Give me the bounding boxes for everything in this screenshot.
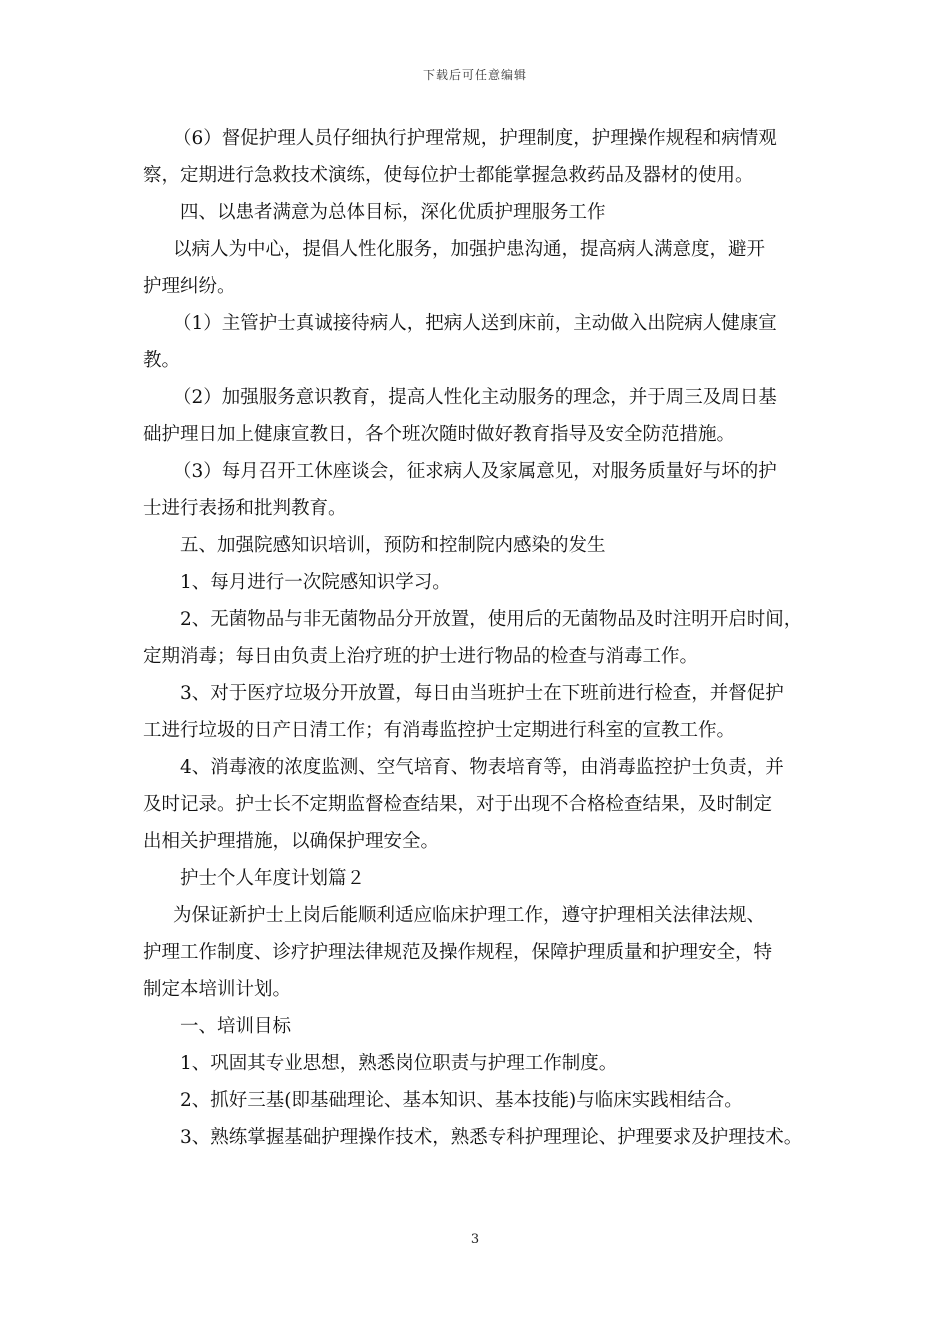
paragraph-item-2 (143, 379, 823, 453)
section-heading-training-goals (143, 1008, 823, 1045)
text-line: 以病人为中心，提倡人性化服务，加强护患沟通，提高病人满意度，避开 (173, 239, 766, 260)
text-line: 出相关护理措施，以确保护理安全。 (143, 831, 440, 852)
article-title-part-2 (143, 860, 823, 897)
text-line: 础护理日加上健康宣教日，各个班次随时做好教育指导及安全防范措施。 (143, 424, 736, 445)
text-line: （2）加强服务意识教育，提高人性化主动服务的理念，并于周三及周日基 (173, 387, 777, 408)
text-line: 察，定期进行急救技术演练，使每位护士都能掌握急救药品及器材的使用。 (143, 165, 754, 186)
paragraph-goal-3 (143, 1119, 823, 1156)
paragraph-numbered-4 (143, 749, 823, 860)
paragraph-training-intro (143, 897, 823, 1008)
text-line: 2、抓好三基(即基础理论、基本知识、基本技能)与临床实践相结合。 (180, 1090, 743, 1111)
paragraph-item-1 (143, 305, 823, 379)
text-line: 五、加强院感知识培训，预防和控制院内感染的发生 (180, 535, 606, 556)
text-line: 护理工作制度、诊疗护理法律规范及操作规程，保障护理质量和护理安全，特 (143, 942, 773, 963)
text-line: 士进行表扬和批判教育。 (143, 498, 347, 519)
text-line: 护理纠纷。 (143, 276, 236, 297)
section-heading-four (143, 194, 823, 231)
text-line: 及时记录。护士长不定期监督检查结果，对于出现不合格检查结果，及时制定 (143, 794, 773, 815)
text-line: 为保证新护士上岗后能顺利适应临床护理工作，遵守护理相关法律法规、 (173, 905, 766, 926)
text-line: 四、以患者满意为总体目标，深化优质护理服务工作 (180, 202, 606, 223)
paragraph-patient-centered (143, 231, 823, 305)
page-header: 下载后可任意编辑 (422, 68, 527, 82)
text-line: 3、对于医疗垃圾分开放置，每日由当班护士在下班前进行检查，并督促护 (180, 683, 784, 704)
text-line: （3）每月召开工休座谈会，征求病人及家属意见，对服务质量好与坏的护 (173, 461, 777, 482)
paragraph-6-supervise (143, 120, 823, 194)
text-line: 工进行垃圾的日产日清工作；有消毒监控护士定期进行科室的宣教工作。 (143, 720, 736, 741)
paragraph-numbered-1 (143, 564, 823, 601)
page-number: 3 (470, 1232, 480, 1247)
text-line: 4、消毒液的浓度监测、空气培育、物表培育等，由消毒监控护士负责，并 (180, 757, 784, 778)
text-line: 3、熟练掌握基础护理操作技术，熟悉专科护理理论、护理要求及护理技术。 (180, 1127, 803, 1148)
text-line: （6）督促护理人员仔细执行护理常规，护理制度，护理操作规程和病情观 (173, 128, 777, 149)
text-line: 制定本培训计划。 (143, 979, 292, 1000)
text-line: 护士个人年度计划篇２ (180, 868, 366, 889)
paragraph-numbered-2 (143, 601, 823, 675)
paragraph-item-3 (143, 453, 823, 527)
paragraph-numbered-3 (143, 675, 823, 749)
text-line: 一、培训目标 (180, 1016, 292, 1037)
text-line: 1、每月进行一次院感知识学习。 (180, 572, 451, 593)
paragraph-goal-1 (143, 1045, 823, 1082)
text-line: （1）主管护士真诚接待病人，把病人送到床前，主动做入出院病人健康宣 (173, 313, 777, 334)
paragraph-goal-2 (143, 1082, 823, 1119)
document-body (143, 120, 823, 1156)
text-line: 1、巩固其专业思想，熟悉岗位职责与护理工作制度。 (180, 1053, 618, 1074)
text-line: 定期消毒；每日由负责上治疗班的护士进行物品的检查与消毒工作。 (143, 646, 699, 667)
text-line: 教。 (143, 350, 181, 371)
section-heading-five (143, 527, 823, 564)
text-line: 2、无菌物品与非无菌物品分开放置，使用后的无菌物品及时注明开启时间， (180, 609, 803, 630)
